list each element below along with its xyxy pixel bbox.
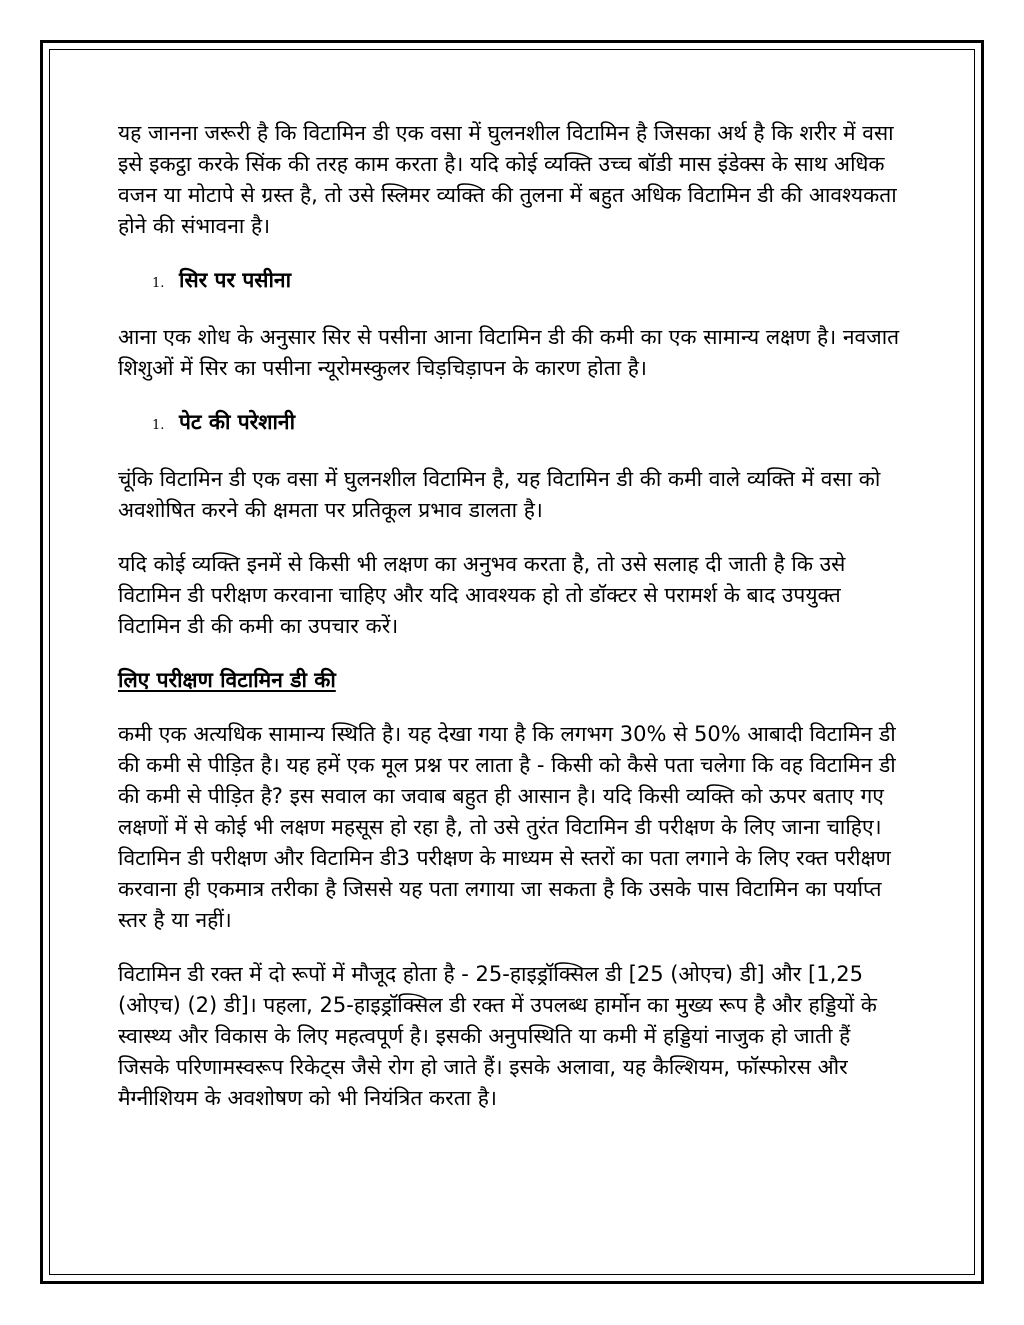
list-heading-text: पेट की परेशानी [179, 410, 296, 434]
sweating-paragraph: आना एक शोध के अनुसार सिर से पसीना आना विटामिन डी की कमी का एक सामान्य लक्षण है। नवजात शिशुओं में सिर का पसीना न्यूरोमस्कुलर चिड़चिड़ापन के कारण होता है। [118, 325, 900, 380]
deficiency-paragraph: कमी एक अत्यधिक सामान्य स्थिति है। यह देखा गया है कि लगभग 30% से 50% आबादी विटामिन डी की कमी से पीड़ित है। यह हमें एक मूल प्रश्न पर लाता है - किसी को कैसे पता चलेगा कि वह विटामिन डी की कमी से पीड़ित है? इस सवाल का जवाब बहुत ही आसान है। यदि किसी व्यक्ति को ऊपर बताए गए लक्षणों में से कोई भी लक्षण महसूस हो रहा है, तो उसे तुरंत विटामिन डी परीक्षण के लिए जाना चाहिए। विटामिन डी परीक्षण और विटामिन डी3 परीक्षण के माध्यम से स्तरों का पता लगाने के लिए रक्त परीक्षण करवाना ही एकमात्र तरीका है जिससे यह पता लगाया जा सकता है कि उसके पास विटामिन का पर्याप्त स्तर है या नहीं। [118, 722, 896, 932]
stomach-paragraph: चूंकि विटामिन डी एक वसा में घुलनशील विटामिन है, यह विटामिन डी की कमी वाले व्यक्ति में वसा को अवशोषित करने की क्षमता पर प्रतिकूल प्रभाव डालता है। [118, 467, 881, 522]
document-body [118, 118, 908, 1137]
list-item-head-sweating [118, 265, 908, 299]
intro-paragraph: यह जानना जरूरी है कि विटामिन डी एक वसा में घुलनशील विटामिन है जिसका अर्थ है कि शरीर में वसा इसे इकट्ठा करके सिंक की तरह काम करता है। यदि कोई व्यक्ति उच्च बॉडी मास इंडेक्स के साथ अधिक वजन या मोटापे से ग्रस्त है, तो उसे स्लिमर व्यक्ति की तुलना में बहुत अधिक विटामिन डी की आवश्यकता होने की संभावना है। [118, 121, 897, 238]
section-heading: लिए परीक्षण विटामिन डी की [118, 668, 336, 692]
vitamin-forms-paragraph: विटामिन डी रक्त में दो रूपों में मौजूद होता है - 25-हाइड्रॉक्सिल डी [25 (ओएच) डी] और [1,25 (ओएच) (2) डी]। पहला, 25-हाइड्रॉक्सिल डी रक्त में उपलब्ध हार्मोन का मुख्य रूप है और हड्डियों के स्वास्थ्य और विकास के लिए महत्वपूर्ण है। इसकी अनुपस्थिति या कमी में हड्डियां नाजुक हो जाती हैं जिसके परिणामस्वरूप रिकेट्स जैसे रोग हो जाते हैं। इसके अलावा, यह कैल्शियम, फॉस्फोरस और मैग्नीशियम के अवशोषण को भी नियंत्रित करता है। [118, 962, 877, 1110]
list-number: 1. [152, 418, 165, 433]
list-number: 1. [152, 276, 165, 291]
advice-paragraph: यदि कोई व्यक्ति इनमें से किसी भी लक्षण का अनुभव करता है, तो उसे सलाह दी जाती है कि उसे विटामिन डी परीक्षण करवाना चाहिए और यदि आवश्यक हो तो डॉक्टर से परामर्श के बाद उपयुक्त विटामिन डी की कमी का उपचार करें। [118, 552, 846, 638]
list-item-stomach-trouble [118, 407, 908, 441]
list-heading-text: सिर पर पसीना [179, 268, 292, 292]
